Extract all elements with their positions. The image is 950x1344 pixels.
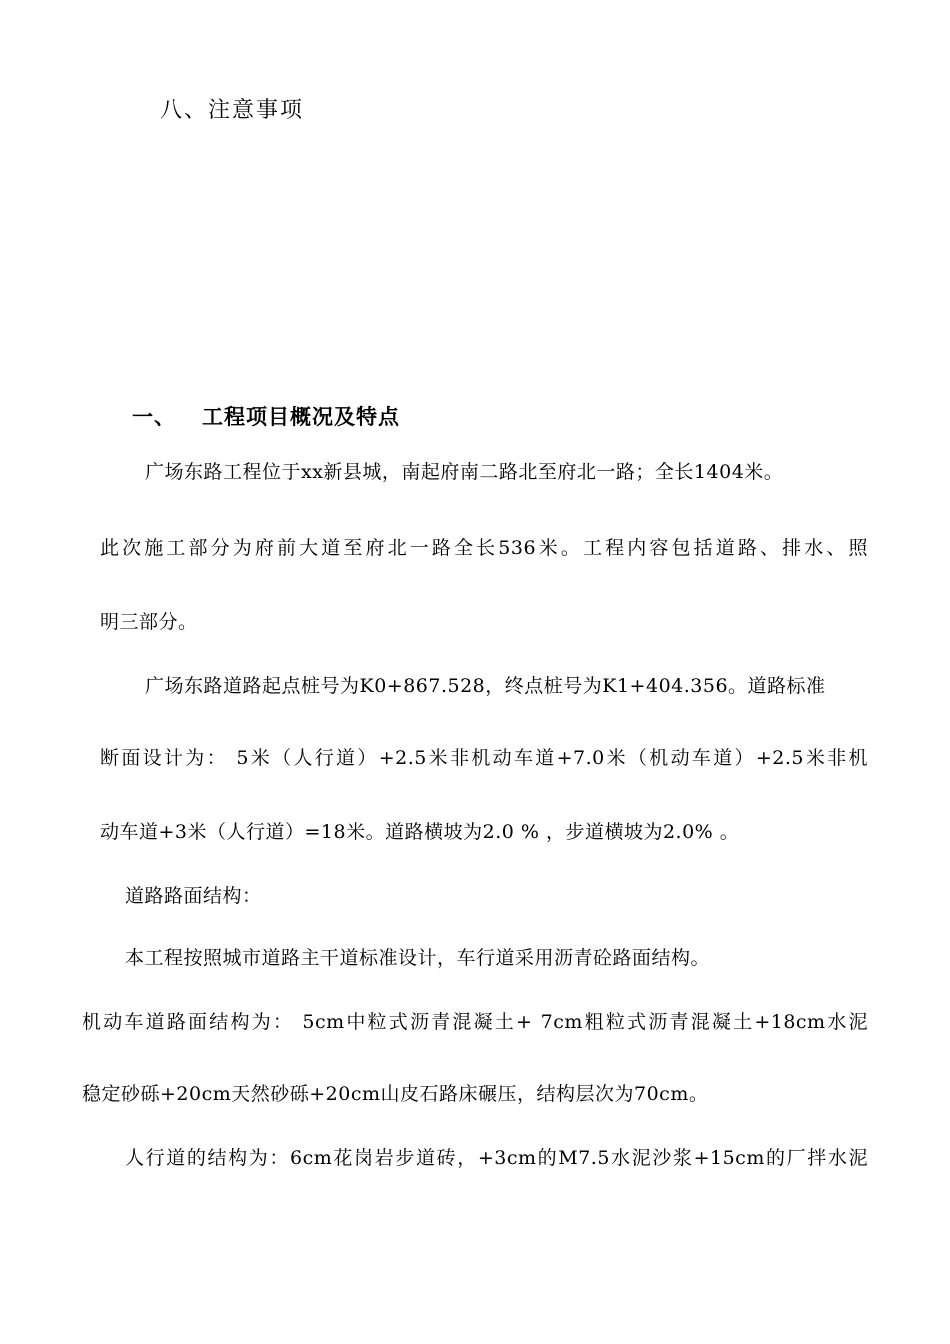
para4-line1: 机动车道路面结构为： 5cm中粒式沥青混凝土+ 7cm粗粒式沥青混凝土+18cm水泥 — [82, 1011, 868, 1033]
para1-line3: 明三部分。 — [100, 611, 198, 633]
toc-heading: 八、注意事项 — [160, 98, 305, 123]
para2-line2: 断面设计为： 5米（人行道）+2.5米非机动车道+7.0米（机动车道）+2.5米非机 — [100, 747, 868, 769]
para4-line2: 稳定砂砾+20cm天然砂砾+20cm山皮石路床碾压，结构层次为70cm。 — [82, 1083, 709, 1105]
section-number: 一、 — [132, 405, 176, 429]
pavement-structure-label: 道路路面结构： — [125, 885, 262, 907]
section-heading — [132, 402, 400, 432]
para1-line1: 广场东路工程位于xx新县城，南起府南二路北至府北一路；全长1404米。 — [145, 461, 784, 483]
para5: 人行道的结构为：6cm花岗岩步道砖，+3cm的M7.5水泥沙浆+15cm的厂拌水泥 — [125, 1147, 868, 1169]
para2-line1: 广场东路道路起点桩号为K0+867.528，终点桩号为K1+404.356。道路标准 — [145, 675, 826, 697]
para2-line3: 动车道+3米（人行道）=18米。道路横坡为2.0 % ，步道横坡为2.0% 。 — [100, 821, 740, 843]
para1-line2: 此次施工部分为府前大道至府北一路全长536米。工程内容包括道路、排水、照 — [100, 537, 868, 559]
para3: 本工程按照城市道路主干道标准设计，车行道采用沥青砼路面结构。 — [125, 947, 711, 969]
section-title: 工程项目概况及特点 — [202, 405, 400, 429]
